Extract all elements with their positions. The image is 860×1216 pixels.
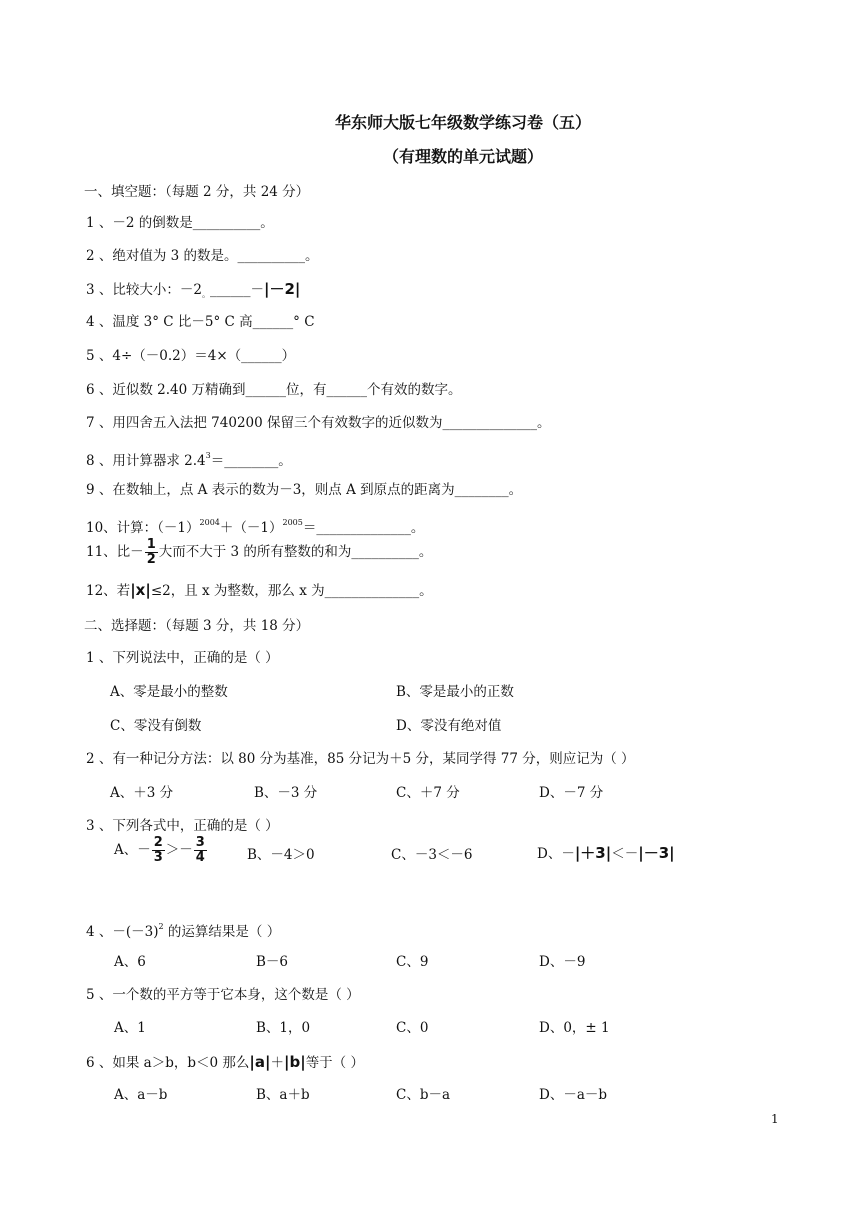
q10-mid: ＋（－1）	[219, 520, 283, 536]
q11-text: 11、比－	[86, 544, 144, 560]
q12-rest: ≤2，且 x 为整数，那么 x 为______________。	[150, 583, 433, 599]
c4-stem-a: 4 、－(－3)	[86, 924, 159, 940]
section-fill-in: 一、填空题：（每题 2 分，共 24 分）	[84, 184, 310, 200]
c3d-prefix: D、－	[537, 846, 575, 862]
c2-option-d: D、－7 分	[539, 785, 604, 801]
q12-absolute-value: |x|	[130, 581, 151, 599]
question-9: 9 、在数轴上，点 A 表示的数为－3，则点 A 到原点的距离为________。	[86, 482, 523, 498]
c4-stem-b: 的运算结果是（ ）	[163, 924, 281, 940]
question-12	[86, 580, 433, 601]
q8-exponent: 3	[205, 451, 211, 460]
q3-sub: 。	[201, 290, 210, 299]
c6-stem-a: 6 、如果 a＞b，b＜0 那么	[86, 1055, 250, 1071]
c3d-compare: ＜－	[611, 846, 639, 862]
c1-option-b: B、零是最小的正数	[396, 684, 514, 700]
c4-option-d: D、－9	[539, 954, 586, 970]
choice-question-4	[86, 917, 280, 942]
c2-option-c: C、＋7 分	[396, 785, 460, 801]
c6-option-b: B、a＋b	[256, 1087, 310, 1103]
c3a-denominator-2: 4	[195, 850, 205, 865]
choice-question-5: 5 、一个数的平方等于它本身，这个数是（ ）	[86, 987, 360, 1003]
q8-text: 8 、用计算器求 2.4	[86, 453, 206, 469]
choice-question-1: 1 、下列说法中，正确的是（ ）	[86, 650, 279, 666]
c3a-prefix: A、－	[114, 842, 151, 858]
c6-option-d: D、－a－b	[539, 1087, 608, 1103]
c5-option-d: D、0，± 1	[539, 1020, 610, 1036]
c1-option-a: A、零是最小的整数	[110, 684, 228, 700]
c2-option-b: B、－3 分	[254, 785, 318, 801]
c3a-fraction-1	[152, 836, 165, 865]
c5-option-a: A、1	[114, 1020, 146, 1036]
c3a-compare: ＞－	[165, 842, 193, 858]
page-title: 华东师大版七年级数学练习卷（五）	[334, 113, 591, 132]
q12-text: 12、若	[86, 583, 131, 599]
c5-option-b: B、1，0	[256, 1020, 311, 1036]
q11-fraction	[145, 538, 158, 567]
c1-option-c: C、零没有倒数	[110, 718, 202, 734]
c3d-absolute-value-1: |＋3|	[574, 844, 612, 862]
c6-stem-b: 等于（ ）	[305, 1055, 364, 1071]
c4-option-c: C、9	[396, 954, 429, 970]
c3-option-b: B、－4＞0	[247, 847, 315, 863]
question-1: 1 、－2 的倒数是__________。	[86, 215, 274, 231]
c3d-absolute-value-2: |－3|	[638, 844, 675, 862]
c4-option-a: A、6	[114, 954, 146, 970]
question-4: 4 、温度 3° C 比－5° C 高______° C	[86, 314, 315, 330]
c3-option-c: C、－3＜－6	[391, 847, 473, 863]
q3-blank: ______－	[209, 282, 264, 298]
page-number: 1	[771, 1112, 779, 1126]
q10-text: 10、计算：（－1）	[86, 520, 200, 536]
q10-exponent-2: 2005	[282, 518, 303, 527]
section-multiple-choice: 二、选择题：（每题 3 分，共 18 分）	[84, 618, 310, 634]
choice-question-2: 2 、有一种记分方法：以 80 分为基准，85 分记为＋5 分，某同学得 77 分，则应记为（ ）	[86, 751, 635, 767]
q3-text: 3 、比较大小：－2	[86, 282, 202, 298]
question-8	[86, 446, 292, 471]
c3-option-d	[537, 843, 675, 864]
question-3	[86, 279, 300, 305]
c6-option-a: A、a－b	[114, 1087, 168, 1103]
choice-question-3: 3 、下列各式中，正确的是（ ）	[86, 818, 279, 834]
c3-option-a	[114, 836, 208, 865]
c4-exponent: 2	[158, 922, 164, 931]
c2-option-a: A、＋3 分	[110, 785, 174, 801]
c3a-denominator-1: 3	[153, 850, 163, 865]
q11-rest: 大而不大于 3 的所有整数的和为__________。	[158, 544, 433, 560]
q10-exponent-1: 2004	[199, 518, 220, 527]
question-5: 5 、4÷（－0.2）＝4×（______）	[86, 348, 296, 364]
question-11	[86, 538, 432, 567]
c1-option-d: D、零没有绝对值	[396, 718, 502, 734]
choice-question-6	[86, 1052, 364, 1073]
c3a-numerator-2: 3	[195, 835, 205, 850]
q3-absolute-value: |－2|	[263, 280, 301, 298]
c4-option-b: B－6	[256, 954, 289, 970]
q10-blank: ＝______________。	[302, 520, 425, 536]
question-7: 7 、用四舍五入法把 740200 保留三个有效数字的近似数为______________。	[86, 415, 551, 431]
c3a-numerator-1: 2	[153, 835, 163, 850]
question-2: 2 、绝对值为 3 的数是。__________。	[86, 248, 319, 264]
c6-plus: ＋	[270, 1055, 284, 1071]
c5-option-c: C、0	[396, 1020, 429, 1036]
page-subtitle: （有理数的单元试题）	[382, 147, 543, 166]
c6-absolute-value-a: |a|	[249, 1053, 271, 1071]
question-6: 6 、近似数 2.40 万精确到______位，有______个有效的数字。	[86, 382, 462, 398]
c6-option-c: C、b－a	[396, 1087, 451, 1103]
c3a-fraction-2	[194, 836, 207, 865]
q11-denominator: 2	[146, 552, 156, 567]
question-10	[86, 513, 424, 538]
c6-absolute-value-b: |b|	[283, 1053, 306, 1071]
q8-blank: ＝________。	[210, 453, 292, 469]
q11-numerator: 1	[146, 537, 156, 552]
